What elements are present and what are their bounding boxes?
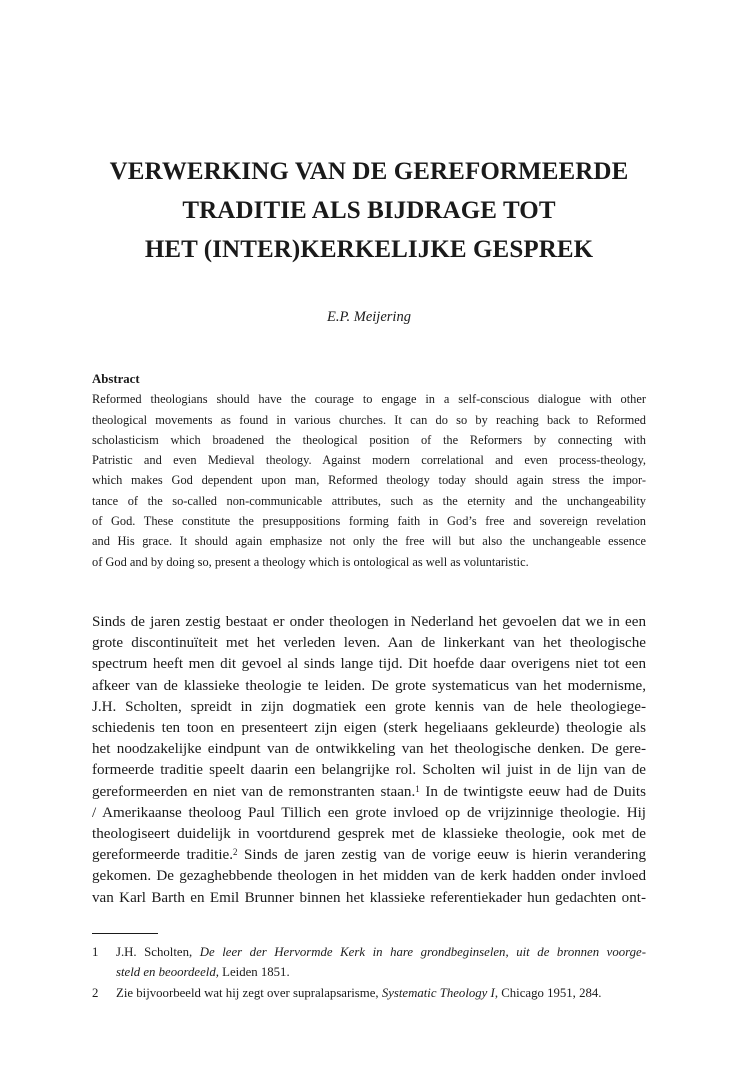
body-text-run: Sinds de jaren zestig van de vorige eeuw is hierin verandering — [237, 847, 647, 864]
body-line — [92, 845, 646, 866]
abstract-line: theological movements as found in various churches. It can do so by reaching back to Reformed — [92, 412, 646, 427]
abstract-line: scholasticism which broadened the theological position of the Reformers by connecting with — [92, 432, 646, 447]
footnote-title: steld en beoordeeld, — [116, 965, 219, 980]
article-title — [0, 152, 738, 269]
body-line: J.H. Scholten, spreidt in zijn dogmatiek een grote kennis van de hele theologiege- — [92, 698, 646, 715]
abstract-line: tance of the so-called non-communicable attributes, such as the eternity and the unchangeability — [92, 493, 646, 508]
title-line: VERWERKING VAN DE GEREFORMEERDE — [109, 158, 629, 185]
abstract — [92, 369, 646, 572]
body-line: spectrum heeft men dit gevoel al sinds lange tijd. Dit hoefde daar overigens niet tot een — [92, 656, 646, 673]
footnote-author: J.H. Scholten, — [116, 945, 200, 959]
body-text-run: In de twintigste eeuw had de Duits — [419, 783, 646, 800]
footnote-ref-2[interactable]: 2 — [233, 847, 238, 858]
body-text — [92, 612, 646, 909]
footnote-text — [116, 942, 646, 983]
body-text-run: gereformeerden en niet van de remonstranten staan. — [92, 783, 416, 800]
footnote-publication: Leiden 1851. — [218, 965, 290, 980]
footnote-line — [116, 983, 646, 1003]
footnote-prefix: Zie bijvoorbeeld wat hij zegt over supralapsarisme, — [116, 985, 382, 1000]
body-line: / Amerikaanse theoloog Paul Tillich een grote invloed op de vrijzinnige theologie. Hij — [92, 804, 646, 821]
body-text-run: gereformeerde traditie. — [92, 847, 234, 864]
footnote-number: 1 — [92, 945, 99, 959]
body-line: afkeer van de klassieke theologie te leiden. De grote systematicus van het modernisme, — [92, 677, 646, 694]
abstract-line: Patristic and even Medieval theology. Against modern correlational and even process-theology, — [92, 453, 646, 468]
footnotes — [92, 942, 646, 1003]
body-line: theologiseert duidelijk in voortdurend gesprek met de klassieke theologie, ook met de — [92, 826, 646, 843]
body-line: gekomen. De gezaghebbende theologen in het midden van de kerk hadden onder invloed — [92, 868, 646, 885]
footnote-title: Systematic Theology I — [381, 985, 495, 1000]
footnote-ref-1[interactable]: 1 — [415, 783, 420, 794]
footnote-publication: , Chicago 1951, 284. — [494, 985, 602, 1000]
footnote-1 — [92, 942, 646, 983]
body-line: van Karl Barth en Emil Brunner binnen het klassieke referentiekader hun gedachten ont- — [92, 889, 646, 906]
author-name: E.P. Meijering — [327, 309, 411, 325]
footnote-line — [116, 942, 646, 962]
body-line: formeerde traditie speelt daarin een belangrijke rol. Scholten wil juist in de lijn van de — [92, 762, 646, 779]
footnote-title: De leer der Hervormde Kerk in hare grondbeginselen, uit de bronnen voorge- — [199, 945, 646, 959]
body-line: Sinds de jaren zestig bestaat er onder theologen in Nederland het gevoelen dat we in een — [92, 614, 646, 630]
title-line: TRADITIE ALS BIJDRAGE TOT — [182, 197, 556, 224]
body-line: het noodzakelijke eindpunt van de ontwikkeling van het theologische denken. De gere- — [92, 741, 646, 758]
abstract-heading: Abstract — [92, 372, 140, 386]
footnote-text — [116, 983, 646, 1003]
footnote-divider — [92, 933, 158, 934]
abstract-line: and His grace. It should again emphasize not only the free will but also the unchangeable essence — [92, 534, 646, 549]
body-line — [92, 782, 646, 803]
abstract-line: which makes God dependent upon man, Reformed theology today should again stress the impor- — [92, 473, 646, 488]
body-line: grote discontinuïteit met het verleden leven. Aan de linkerkant van het theologische — [92, 635, 646, 652]
footnote-number: 2 — [92, 985, 99, 1000]
footnote-2 — [92, 983, 646, 1003]
abstract-line: Reformed theologians should have the courage to engage in a self-conscious dialogue with other — [92, 392, 646, 407]
abstract-line: of God. These constitute the presuppositions forming faith in God’s free and sovereign revelation — [92, 514, 646, 529]
abstract-line: of God and by doing so, present a theology which is ontological as well as voluntaristic. — [92, 554, 529, 569]
footnote-line — [116, 962, 646, 982]
body-line: schiedenis ten toon en presenteert zijn eigen (sterk hegeliaans gekleurde) theologie als — [92, 720, 646, 737]
title-line: HET (INTER)KERKELIJKE GESPREK — [144, 236, 594, 263]
